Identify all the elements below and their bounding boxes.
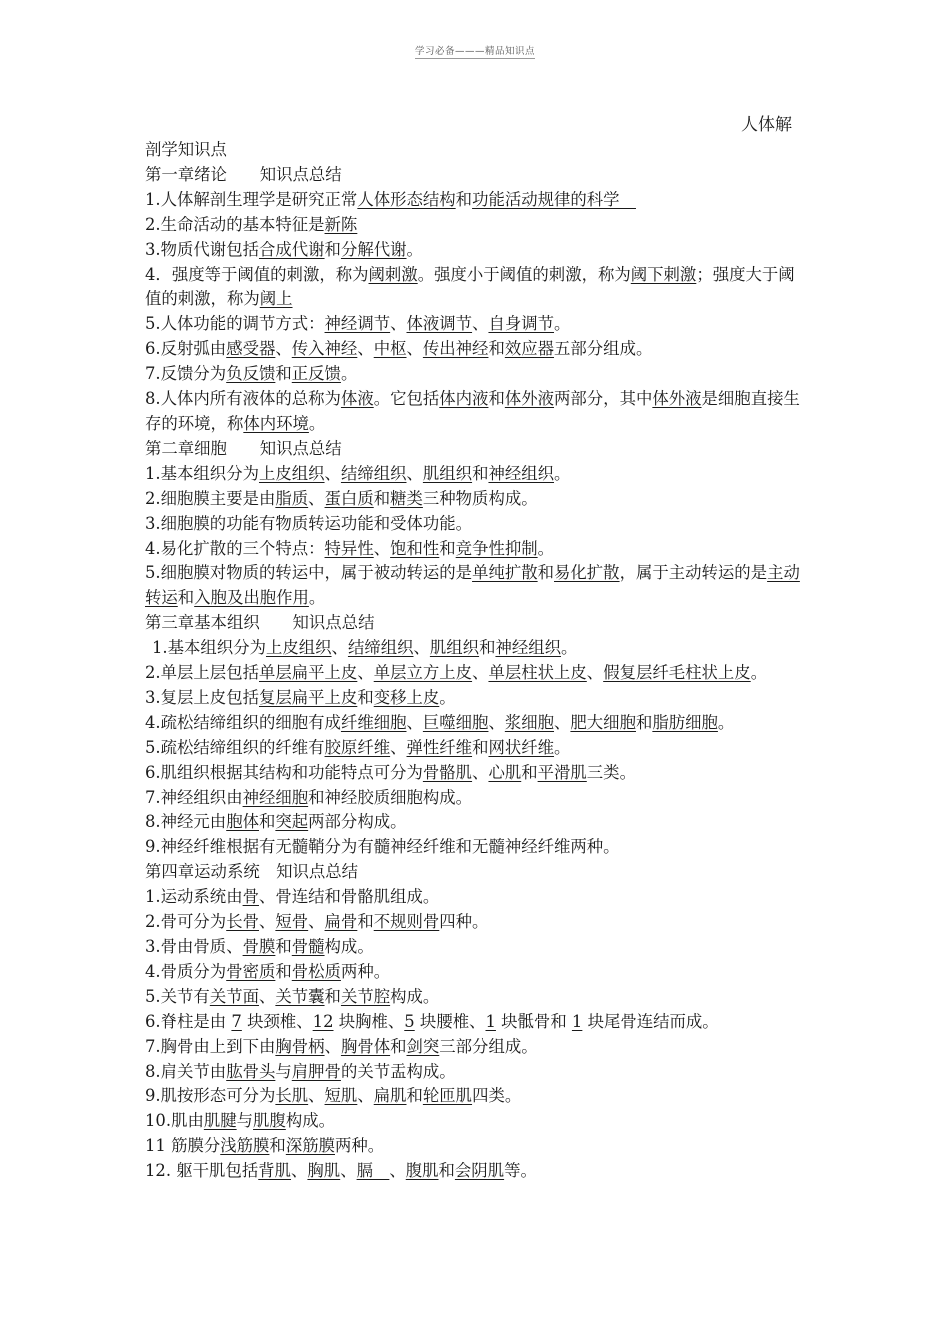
line-text: 的关节盂构成。: [340, 1061, 456, 1081]
line-text: 和: [269, 1136, 286, 1156]
underlined-term: 关节囊: [275, 986, 325, 1006]
underlined-term: 神经细胞: [242, 787, 309, 807]
underlined-term: 骨骼肌: [422, 762, 473, 782]
line-text: 两种。: [334, 1136, 385, 1156]
knowledge-point-line: [145, 1084, 810, 1109]
knowledge-point-line: [145, 736, 810, 761]
underlined-term: 巨噬细胞: [422, 712, 489, 732]
underlined-term: 长骨: [226, 912, 259, 932]
underlined-term: 上皮组织: [265, 638, 332, 658]
line-text: 、: [472, 663, 489, 683]
line-text: 、: [324, 1036, 341, 1056]
line-text: 五部分组成。: [554, 339, 653, 359]
underlined-term: 假复层纤毛柱状上皮: [603, 663, 751, 683]
line-text: 2.生命活动的基本特征是: [145, 214, 325, 234]
line-text: 1.基本组织分为: [152, 638, 266, 658]
underlined-term: 特异性: [324, 538, 374, 558]
line-text: 块颈椎、: [241, 1011, 313, 1031]
knowledge-point-line: [145, 1159, 810, 1184]
line-text: 、: [472, 762, 489, 782]
line-text: 块腰椎、: [414, 1011, 486, 1031]
underlined-term: 新陈: [324, 214, 358, 234]
underlined-term: 体液调节: [406, 314, 473, 334]
line-text: 6.反射弧由: [145, 339, 227, 359]
underlined-term: 竞争性抑制: [455, 538, 538, 558]
line-text: 2.骨可分为: [145, 912, 227, 932]
underlined-term: 突起: [275, 812, 309, 832]
line-text: 、: [406, 463, 423, 483]
line-text: 和: [373, 488, 391, 508]
underlined-term: 中枢: [373, 339, 407, 359]
underlined-term: 1: [571, 1011, 583, 1031]
knowledge-point-line: [145, 985, 810, 1010]
line-text: 2.单层上层包括: [145, 663, 259, 683]
chapter-heading: [145, 611, 810, 636]
underlined-term: 结缔组织: [340, 463, 407, 483]
underlined-term: 体内环境: [243, 413, 309, 433]
knowledge-point-line: [145, 188, 810, 213]
line-text: 与: [236, 1111, 254, 1131]
line-text: 和: [488, 339, 505, 359]
line-text: 第三章基本组织 知识点总结: [145, 613, 375, 633]
line-text: 第一章绪论 知识点总结: [145, 164, 342, 184]
underlined-term: 易化扩散: [554, 563, 620, 583]
line-text: 、: [258, 912, 276, 932]
line-text: 7.神经组织由: [145, 787, 243, 807]
line-text: 三类。: [586, 762, 636, 782]
line-text: 、: [308, 1086, 325, 1106]
underlined-term: 关节腔: [340, 986, 391, 1006]
underlined-term: 1: [485, 1011, 496, 1031]
line-text: 两部分构成。: [308, 812, 407, 832]
underlined-term: 阈刺激: [368, 264, 418, 284]
underlined-term: 胶原纤维: [324, 737, 391, 757]
underlined-term: 胸骨柄: [275, 1036, 325, 1056]
underlined-term: 纤维细胞: [340, 712, 407, 732]
underlined-term: 人体形态结构: [357, 189, 456, 209]
knowledge-point-line: [145, 1060, 810, 1085]
line-text: 3.物质代谢包括: [145, 239, 259, 259]
underlined-term: 上皮组织: [258, 463, 325, 483]
knowledge-point-line: [145, 1109, 810, 1134]
line-text: 等。: [504, 1161, 537, 1181]
line-text: 和: [439, 538, 456, 558]
line-text: 、: [357, 1086, 374, 1106]
line-text: 两种。: [340, 961, 391, 981]
line-text: 、: [488, 712, 505, 732]
knowledge-point-line: [145, 810, 810, 835]
underlined-term: 腹肌: [405, 1161, 439, 1181]
underlined-term: 网状纤维: [488, 737, 555, 757]
underlined-term: 12: [312, 1011, 334, 1031]
underlined-term: 骨松质: [291, 961, 341, 981]
line-text: 3.骨由骨质、: [145, 937, 243, 956]
underlined-term: 神经组织: [495, 638, 562, 658]
underlined-term: 膈: [356, 1161, 390, 1181]
underlined-term: 7: [231, 1011, 242, 1031]
knowledge-point-line: [145, 885, 810, 910]
underlined-term: 神经组织: [488, 463, 555, 483]
line-text: 和: [258, 812, 276, 832]
underlined-term: 浅筋膜: [220, 1136, 270, 1156]
line-text: 8.肩关节由: [145, 1061, 227, 1081]
knowledge-point-line: [145, 387, 810, 437]
line-text: 和: [455, 189, 473, 209]
document-body: [145, 112, 810, 1184]
line-text: 块尾骨连结而成。: [582, 1011, 719, 1031]
line-text: 、: [472, 314, 489, 334]
knowledge-point-line: [145, 661, 810, 686]
chapter-heading: [145, 437, 810, 462]
line-text: 4.疏松结缔组织的细胞有成: [145, 712, 341, 732]
line-text: 3.细胞膜的功能有物质转运功能和受体功能。: [145, 513, 473, 533]
underlined-term: 主动转运: [145, 563, 800, 608]
line-text: 和: [472, 737, 489, 757]
underlined-term: 单层立方上皮: [373, 663, 473, 683]
line-text: 。: [537, 538, 555, 558]
knowledge-point-line: [145, 337, 810, 362]
underlined-term: 短骨: [275, 912, 309, 932]
knowledge-point-line: [145, 935, 810, 960]
underlined-term: 效应器: [504, 339, 555, 359]
underlined-term: 骨: [242, 887, 259, 907]
line-text: 1.人体解剖生理学是研究正常: [145, 189, 358, 209]
underlined-term: 自身调节: [488, 314, 555, 334]
line-text: 、: [324, 463, 341, 483]
line-text: 和: [324, 986, 341, 1006]
line-text: 12. 躯干肌包括: [145, 1161, 259, 1181]
underlined-term: 胸肌: [307, 1161, 341, 1181]
line-text: 7.胸骨由上到下由: [145, 1036, 276, 1056]
line-text: 8.人体内所有液体的总称为: [145, 389, 341, 409]
line-text: 6.肌组织根据其结构和功能特点可分为: [145, 762, 423, 782]
line-text: 块胸椎、: [333, 1011, 405, 1031]
line-text: 11 筋膜分: [145, 1136, 221, 1156]
line-text: 4.骨质分为: [145, 961, 227, 981]
line-text: 7.反馈分为: [145, 364, 227, 384]
header-text: 学习必备———精品知识点: [414, 46, 535, 57]
line-text: 和: [275, 364, 292, 384]
underlined-term: 背肌: [258, 1161, 292, 1181]
line-text: 。: [717, 712, 735, 732]
line-text: 和: [357, 912, 374, 932]
line-text: 、: [406, 712, 423, 732]
line-text: 、: [308, 912, 325, 932]
underlined-term: 剑突: [406, 1036, 440, 1056]
line-text: 、: [389, 1161, 406, 1181]
underlined-term: 传入神经: [291, 339, 358, 359]
underlined-term: 弹性纤维: [406, 737, 473, 757]
underlined-term: 骨密质: [226, 961, 276, 981]
knowledge-point-line: [145, 263, 810, 313]
knowledge-point-line: [145, 487, 810, 512]
line-text: 三部分组成。: [439, 1036, 538, 1056]
underlined-term: 体液: [340, 389, 374, 409]
underlined-term: 肥大细胞: [570, 712, 636, 732]
knowledge-point-line: [145, 761, 810, 786]
underlined-term: 长肌: [275, 1086, 309, 1106]
line-text: 和: [275, 937, 292, 956]
line-text: 两部分，其中: [554, 389, 653, 409]
line-text: 和神经胶质细胞构成。: [308, 787, 473, 807]
knowledge-point-line: [145, 835, 810, 860]
underlined-term: 脂质: [275, 488, 309, 508]
line-text: 、: [586, 663, 604, 683]
underlined-term: 扁骨: [324, 912, 358, 932]
line-text: 与: [275, 1061, 292, 1081]
underlined-term: 入胞及出胞作用: [194, 588, 309, 608]
line-text: 2.细胞膜主要是由: [145, 488, 276, 508]
knowledge-point-line: [145, 1035, 810, 1060]
underlined-term: 骨膜: [242, 937, 276, 956]
knowledge-point-line: [145, 786, 810, 811]
line-text: 1.基本组织分为: [145, 463, 259, 483]
underlined-term: 阈下刺激: [630, 264, 697, 284]
line-text: 。: [554, 314, 571, 334]
document-title-continued: 剖学知识点: [145, 140, 227, 159]
line-text: 、: [413, 638, 430, 658]
document-title: 人体解: [741, 115, 792, 135]
line-text: 和: [635, 712, 653, 732]
underlined-term: 体外液: [652, 389, 702, 409]
underlined-term: 会阴肌: [454, 1161, 505, 1181]
line-text: 9.肌按形态可分为: [145, 1086, 276, 1106]
underlined-term: 肱骨头: [226, 1061, 276, 1081]
underlined-term: 分解代谢: [340, 239, 407, 259]
line-text: 8.神经元由: [145, 812, 227, 832]
line-text: 。: [340, 364, 358, 384]
knowledge-point-line: [145, 238, 810, 263]
underlined-term: 肌组织: [422, 463, 473, 483]
underlined-term: 骨髓: [291, 937, 325, 956]
line-text: 和: [275, 961, 292, 981]
knowledge-point-line: [145, 213, 810, 238]
line-text: 、: [406, 339, 423, 359]
underlined-term: 胞体: [226, 812, 259, 832]
knowledge-point-line: [145, 462, 810, 487]
line-text: 。它包括: [373, 389, 440, 409]
line-text: 。: [406, 239, 423, 259]
line-text: 。: [554, 737, 571, 757]
underlined-term: 胸骨体: [340, 1036, 391, 1056]
line-text: 第二章细胞 知识点总结: [145, 438, 342, 458]
line-text: ，属于主动转运的是: [619, 563, 768, 583]
line-text: 和: [537, 563, 555, 583]
knowledge-point-line: [145, 1010, 810, 1035]
underlined-term: 短肌: [324, 1086, 358, 1106]
line-text: 四种。: [439, 912, 489, 932]
line-text: 、: [308, 488, 325, 508]
underlined-term: 变移上皮: [373, 687, 440, 707]
line-text: 。: [308, 588, 326, 608]
knowledge-point-line: [145, 512, 810, 537]
underlined-term: 神经调节: [324, 314, 391, 334]
line-text: 、: [258, 986, 276, 1006]
line-text: 4．强度等于阈值的刺激，称为: [145, 264, 369, 284]
chapter-heading: [145, 860, 810, 885]
underlined-term: 传出神经: [422, 339, 489, 359]
knowledge-point-line: [145, 312, 810, 337]
underlined-term: 体内液: [439, 389, 489, 409]
line-text: 、: [357, 339, 374, 359]
line-text: 。: [554, 463, 571, 483]
line-text: 块骶骨和: [495, 1011, 572, 1031]
line-text: 、: [554, 712, 571, 732]
underlined-term: 不规则骨: [373, 912, 440, 932]
underlined-term: 体外液: [504, 389, 555, 409]
underlined-term: 肌腱: [203, 1111, 237, 1131]
chapter-heading: [145, 163, 810, 188]
underlined-term: 心肌: [488, 762, 522, 782]
line-text: 、: [291, 1161, 308, 1181]
knowledge-point-line: [145, 1134, 810, 1159]
underlined-term: 轮匝肌: [422, 1086, 473, 1106]
line-text: 和: [521, 762, 538, 782]
line-text: 9.神经纤维根据有无髓鞘分为有髓神经纤维和无髓神经纤维两种。: [145, 837, 620, 857]
line-text: 10.肌由: [145, 1111, 204, 1131]
line-text: 和: [438, 1161, 455, 1181]
line-text: 是细胞直接生存的环境，称: [145, 389, 800, 433]
page-header: [0, 43, 950, 57]
line-text: ；强度大于阈值的刺激，称为: [145, 264, 795, 309]
line-text: 4.易化扩散的三个特点：: [145, 538, 325, 558]
underlined-term: 肌组织: [429, 638, 480, 658]
underlined-term: 复层扁平上皮: [258, 687, 358, 707]
line-text: 第四章运动系统 知识点总结: [145, 862, 359, 882]
underlined-term: 负反馈: [226, 364, 276, 384]
line-text: 和: [488, 389, 505, 409]
underlined-term: 脂肪细胞: [652, 712, 718, 732]
line-text: 、: [331, 638, 348, 658]
line-text: 3.复层上皮包括: [145, 687, 259, 707]
line-text: 6.脊柱是由: [145, 1011, 232, 1031]
line-text: 构成。: [390, 986, 440, 1006]
underlined-term: 关节面: [209, 986, 259, 1006]
line-text: 、: [390, 737, 407, 757]
line-text: 。: [750, 663, 768, 683]
line-text: 构成。: [324, 937, 374, 956]
line-text: 、: [373, 538, 391, 558]
underlined-term: 浆细胞: [504, 712, 555, 732]
underlined-term: 阈上: [259, 289, 293, 309]
underlined-term: 5: [404, 1011, 415, 1031]
underlined-term: 单层柱状上皮: [488, 663, 587, 683]
underlined-term: 肩胛骨: [291, 1061, 341, 1081]
knowledge-point-line: [145, 686, 810, 711]
knowledge-point-line: [145, 362, 810, 387]
underlined-term: 单层扁平上皮: [258, 663, 358, 683]
line-text: 和: [472, 463, 489, 483]
underlined-term: 扁肌: [373, 1086, 407, 1106]
line-text: 和: [324, 239, 341, 259]
line-text: 四类。: [472, 1086, 522, 1106]
line-text: 和: [390, 1036, 407, 1056]
line-text: 、: [357, 663, 374, 683]
line-text: 和: [406, 1086, 423, 1106]
line-text: 5.疏松结缔组织的纤维有: [145, 737, 325, 757]
line-text: 5.人体功能的调节方式：: [145, 314, 325, 334]
underlined-term: 正反馈: [291, 364, 341, 384]
line-text: 和: [479, 638, 496, 658]
underlined-term: 肌腹: [253, 1111, 286, 1131]
knowledge-point-line: [145, 910, 810, 935]
line-text: 1.运动系统由: [145, 887, 243, 907]
line-text: 、: [390, 314, 407, 334]
knowledge-point-line: [145, 561, 810, 611]
line-text: 5.关节有: [145, 986, 210, 1006]
line-text: 和: [177, 588, 195, 608]
underlined-term: 结缔组织: [347, 638, 414, 658]
line-text: 、: [340, 1161, 357, 1181]
line-text: 、: [275, 339, 292, 359]
line-text: 三种物质构成。: [422, 488, 538, 508]
underlined-term: 蛋白质: [324, 488, 374, 508]
underlined-term: 感受器: [226, 339, 276, 359]
knowledge-point-line: [145, 960, 810, 985]
knowledge-point-line: [145, 537, 810, 562]
line-text: 。: [439, 687, 456, 707]
line-text: 。: [308, 413, 326, 433]
knowledge-point-line: [145, 711, 810, 736]
underlined-term: 深筋膜: [285, 1136, 335, 1156]
line-text: 。强度小于阈值的刺激，称为: [417, 264, 631, 284]
knowledge-point-line: [145, 636, 810, 661]
underlined-term: 合成代谢: [258, 239, 325, 259]
underlined-term: 单纯扩散: [472, 563, 538, 583]
content-lines: [145, 163, 810, 1184]
line-text: 、骨连结和骨骼肌组成。: [258, 887, 440, 907]
line-text: 和: [357, 687, 374, 707]
line-text: 5.细胞膜对物质的转运中，属于被动转运的是: [145, 563, 473, 583]
underlined-term: 功能活动规律的科学: [472, 189, 636, 209]
line-text: 。: [561, 638, 578, 658]
underlined-term: 平滑肌: [537, 762, 587, 782]
underlined-term: 饱和性: [390, 538, 440, 558]
line-text: 构成。: [285, 1111, 335, 1131]
underlined-term: 糖类: [390, 488, 423, 508]
